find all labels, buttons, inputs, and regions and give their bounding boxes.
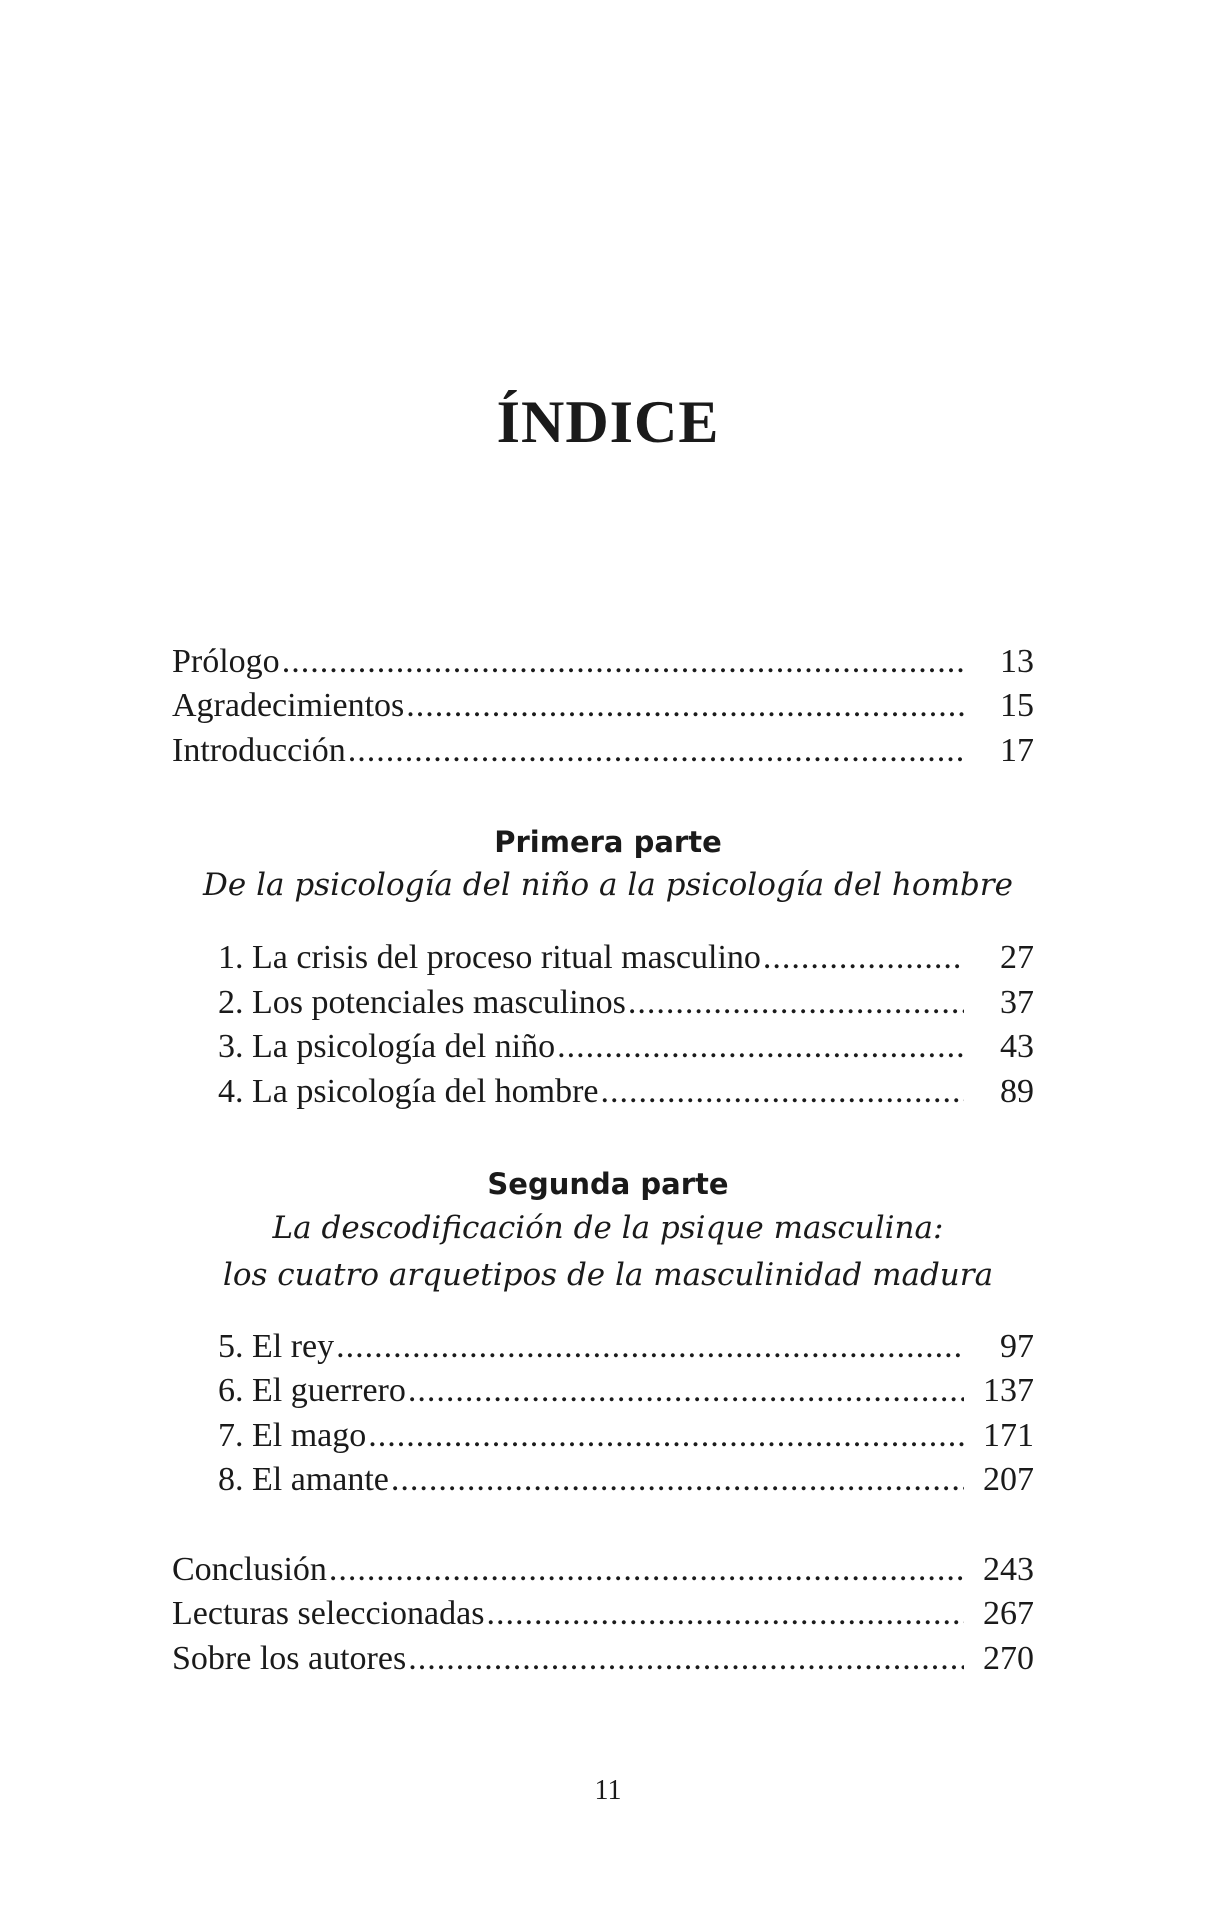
part-two-subtitle-line-2: los cuatro arquetipos de la masculinidad madura — [222, 1257, 994, 1293]
page-title: ÍNDICE — [496, 389, 720, 455]
page-number: 11 — [594, 1775, 622, 1806]
dot-leader — [486, 1592, 964, 1636]
dot-leader — [628, 981, 964, 1025]
toc-entry-label: Prólogo — [172, 643, 280, 680]
toc-entry-label: 6. El guerrero — [218, 1372, 406, 1409]
toc-entry-chapter-3 — [218, 1025, 1034, 1069]
toc-entry-label: Lecturas seleccionadas — [172, 1595, 485, 1632]
toc-entry-page: 270 — [983, 1640, 1034, 1677]
toc-entry-page: 267 — [983, 1595, 1034, 1632]
toc-entry-label: 7. El mago — [218, 1417, 367, 1454]
dot-leader — [601, 1070, 964, 1114]
part-one-subtitle: De la psicología del niño a la psicología del hombre — [203, 867, 1013, 903]
toc-entry-chapter-2 — [218, 981, 1034, 1025]
dot-leader — [391, 1458, 964, 1502]
toc-entry-chapter-8 — [218, 1458, 1034, 1502]
toc-entry-lecturas — [172, 1592, 1034, 1636]
toc-entry-label: Sobre los autores — [172, 1640, 407, 1677]
toc-entry-chapter-1 — [218, 936, 1034, 980]
dot-leader — [329, 1548, 964, 1592]
toc-entry-chapter-4 — [218, 1070, 1034, 1114]
part-two-subtitle-line-1: La descodificación de la psique masculina: — [272, 1210, 944, 1246]
dot-leader — [408, 1637, 964, 1681]
toc-entry-page: 171 — [983, 1417, 1034, 1454]
toc-entry-page: 207 — [983, 1461, 1034, 1498]
dot-leader — [408, 1369, 964, 1413]
dot-leader — [557, 1025, 964, 1069]
dot-leader — [406, 684, 964, 728]
toc-entry-label: Introducción — [172, 732, 346, 769]
toc-entry-label: 2. Los potenciales masculinos — [218, 984, 626, 1021]
toc-entry-page: 27 — [1000, 939, 1034, 976]
toc-entry-page: 243 — [983, 1551, 1034, 1588]
toc-entry-page: 15 — [1000, 687, 1034, 724]
toc-entry-introduccion — [172, 729, 1034, 773]
toc-entry-conclusion — [172, 1548, 1034, 1592]
toc-entry-page: 97 — [1000, 1328, 1034, 1365]
toc-entry-chapter-5 — [218, 1325, 1034, 1369]
toc-entry-chapter-6 — [218, 1369, 1034, 1413]
toc-entry-page: 17 — [1000, 732, 1034, 769]
toc-entry-prologo — [172, 640, 1034, 684]
toc-entry-page: 13 — [1000, 643, 1034, 680]
toc-entry-label: Agradecimientos — [172, 687, 405, 724]
toc-entry-page: 89 — [1000, 1073, 1034, 1110]
toc-entry-agradecimientos — [172, 684, 1034, 728]
dot-leader — [282, 640, 964, 684]
part-two-heading: Segunda parte — [487, 1167, 729, 1201]
part-one-heading: Primera parte — [494, 825, 722, 859]
toc-entry-label: 1. La crisis del proceso ritual masculino — [218, 939, 761, 976]
toc-entry-label: 8. El amante — [218, 1461, 389, 1498]
dot-leader — [348, 729, 964, 773]
toc-entry-page: 37 — [1000, 984, 1034, 1021]
dot-leader — [336, 1325, 964, 1369]
dot-leader — [368, 1414, 964, 1458]
toc-entry-label: 3. La psicología del niño — [218, 1028, 556, 1065]
toc-entry-label: Conclusión — [172, 1551, 327, 1588]
toc-entry-autores — [172, 1637, 1034, 1681]
toc-entry-page: 137 — [983, 1372, 1034, 1409]
toc-entry-chapter-7 — [218, 1414, 1034, 1458]
toc-entry-page: 43 — [1000, 1028, 1034, 1065]
dot-leader — [763, 936, 964, 980]
toc-entry-label: 5. El rey — [218, 1328, 335, 1365]
toc-entry-label: 4. La psicología del hombre — [218, 1073, 599, 1110]
